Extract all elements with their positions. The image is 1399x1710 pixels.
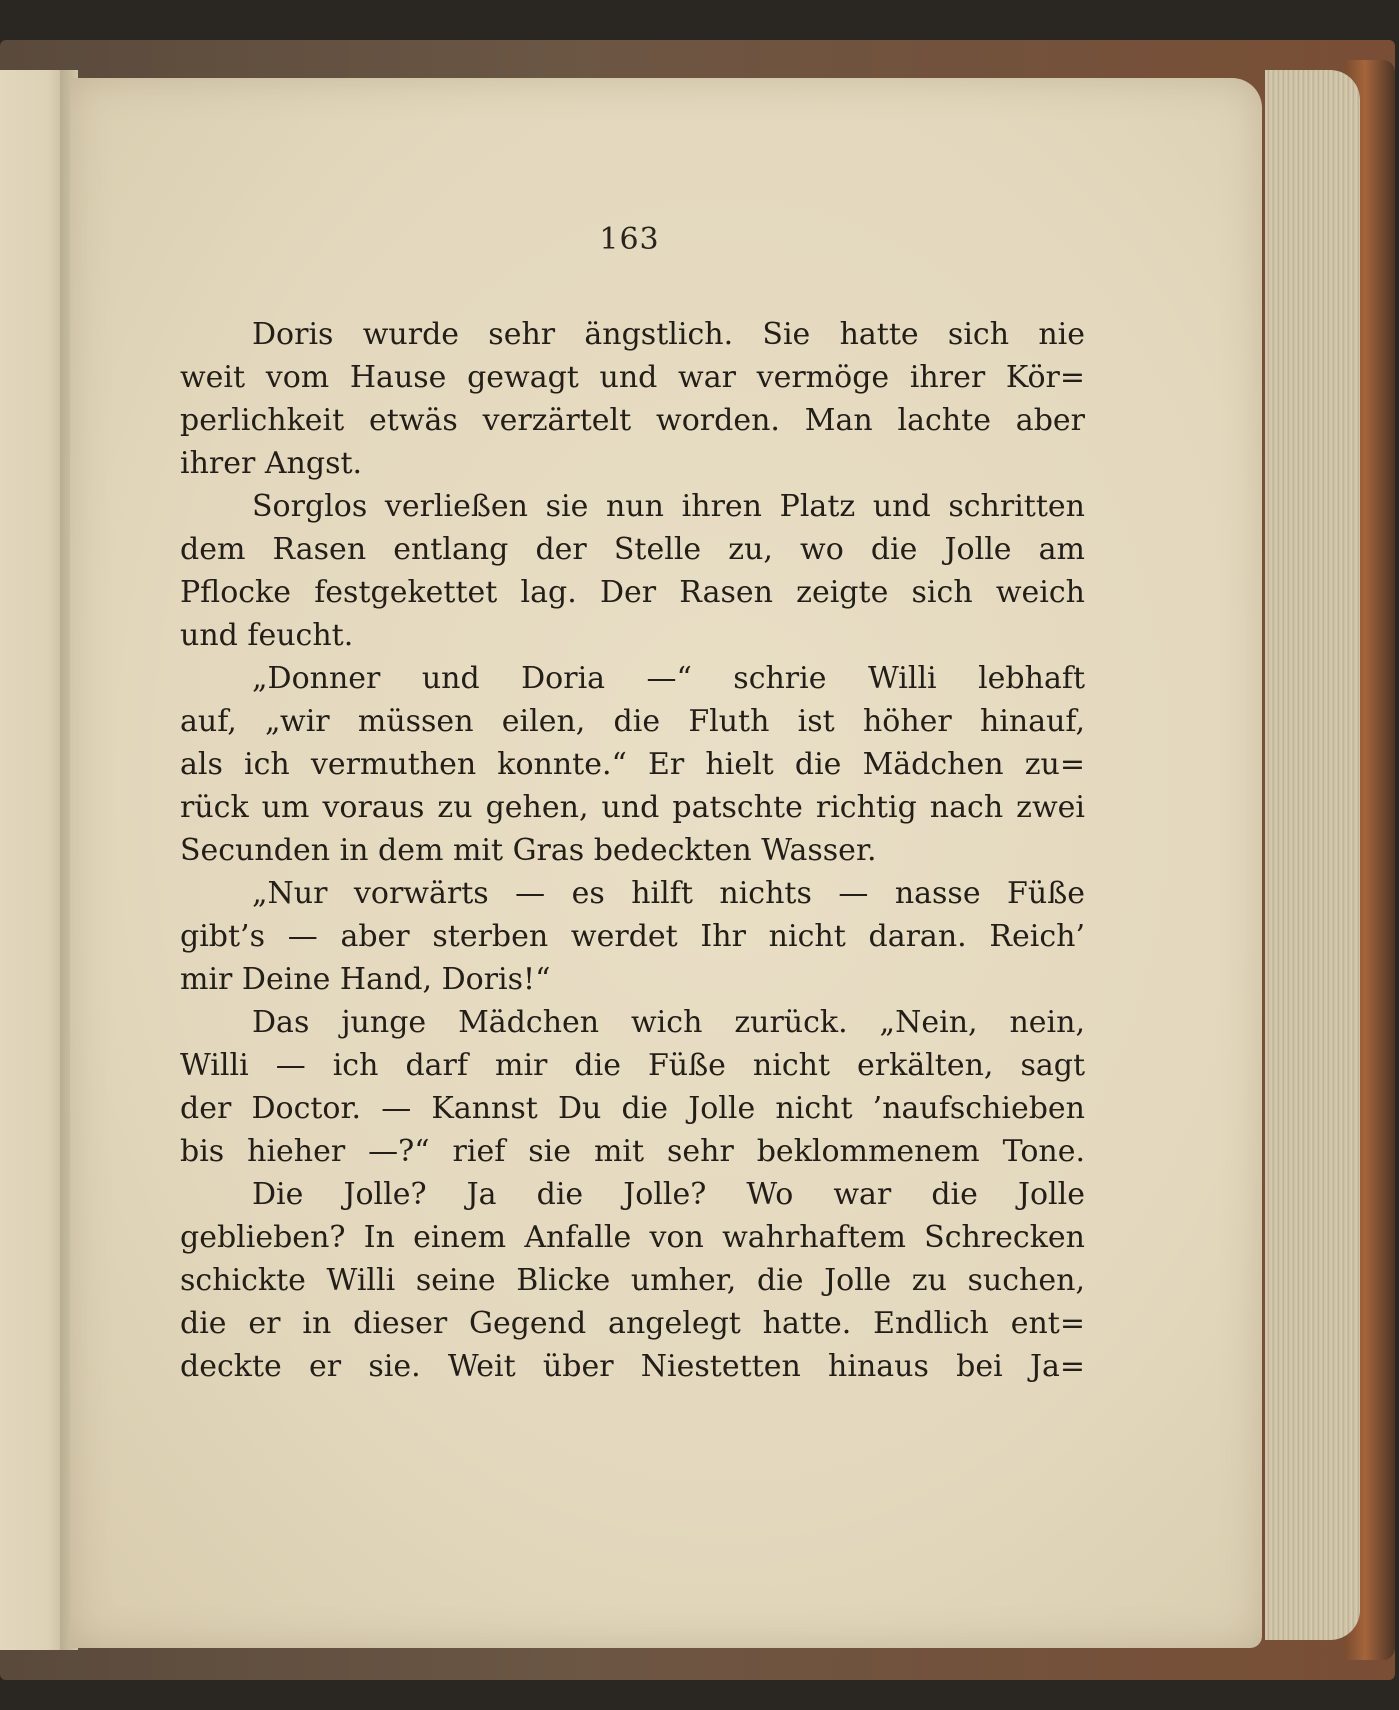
text-line: Das junge Mädchen wich zurück. „Nein, nein, bbox=[252, 1005, 1085, 1040]
text-line: schickte Willi seine Blicke umher, die Jolle zu suchen, bbox=[180, 1263, 1085, 1298]
text-line: der Doctor. — Kannst Du die Jolle nicht ’naufschieben bbox=[180, 1091, 1085, 1126]
text-line: dem Rasen entlang der Stelle zu, wo die Jolle am bbox=[180, 532, 1085, 567]
text-line: Willi — ich darf mir die Füße nicht erkälten, sagt bbox=[180, 1048, 1085, 1083]
text-line: „Nur vorwärts — es hilft nichts — nasse Füße bbox=[252, 876, 1085, 911]
text-line: Die Jolle? Ja die Jolle? Wo war die Jolle bbox=[252, 1177, 1085, 1212]
text-line: rück um voraus zu gehen, und patschte richtig nach zwei bbox=[180, 790, 1085, 825]
text-line: Doris wurde sehr ängstlich. Sie hatte sich nie bbox=[252, 317, 1085, 352]
facing-page bbox=[0, 70, 68, 1650]
text-line: und feucht. bbox=[180, 618, 354, 653]
body-text bbox=[180, 313, 1085, 1388]
text-line: Sorglos verließen sie nun ihren Platz und schritten bbox=[252, 489, 1085, 524]
page-edges bbox=[1265, 70, 1360, 1640]
text-line: Secunden in dem mit Gras bedeckten Wasser. bbox=[180, 833, 877, 868]
text-line: bis hieher —?“ rief sie mit sehr beklommenem Tone. bbox=[180, 1134, 1085, 1169]
text-line: mir Deine Hand, Doris!“ bbox=[180, 962, 551, 997]
text-line: als ich vermuthen konnte.“ Er hielt die Mädchen zu= bbox=[180, 747, 1085, 782]
text-line: gibt’s — aber sterben werdet Ihr nicht daran. Reich’ bbox=[180, 919, 1085, 954]
text-line: weit vom Hause gewagt und war vermöge ihrer Kör= bbox=[180, 360, 1085, 395]
text-line: ihrer Angst. bbox=[180, 446, 363, 481]
text-line: perlichkeit etwäs verzärtelt worden. Man lachte aber bbox=[180, 403, 1085, 438]
text-line: geblieben? In einem Anfalle von wahrhaftem Schrecken bbox=[180, 1220, 1085, 1255]
text-line: Pflocke festgekettet lag. Der Rasen zeigte sich weich bbox=[180, 575, 1085, 610]
text-line: auf, „wir müssen eilen, die Fluth ist höher hinauf, bbox=[180, 704, 1085, 739]
text-line: die er in dieser Gegend angelegt hatte. Endlich ent= bbox=[180, 1306, 1085, 1341]
text-line: „Donner und Doria —“ schrie Willi lebhaft bbox=[252, 661, 1085, 696]
text-line: deckte er sie. Weit über Niestetten hinaus bei Ja= bbox=[180, 1349, 1085, 1384]
page-number: 163 bbox=[599, 222, 660, 257]
